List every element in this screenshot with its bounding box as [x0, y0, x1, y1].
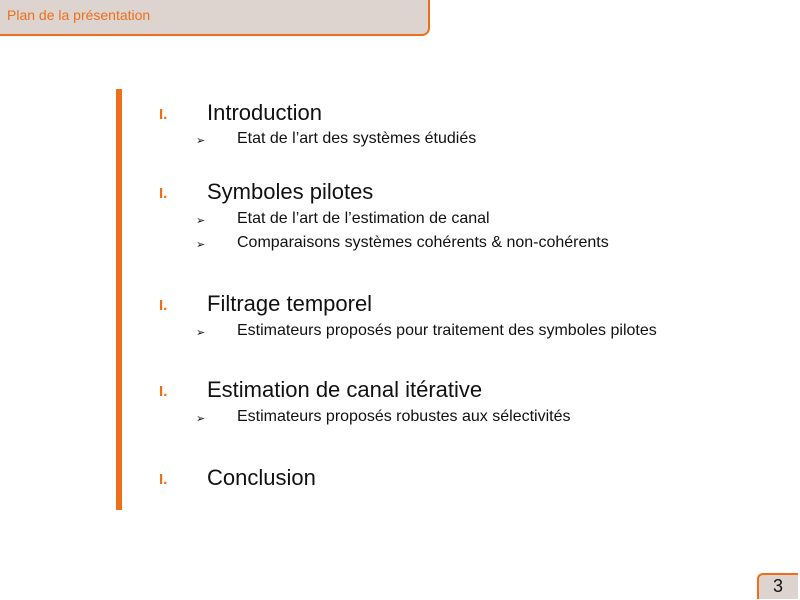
- arrow-bullet-icon: ➢: [196, 215, 206, 227]
- section-numeral: I.: [159, 297, 168, 314]
- slide-title: Plan de la présentation: [7, 7, 151, 23]
- section-title: Introduction: [207, 100, 322, 125]
- section-title: Symboles pilotes: [207, 179, 374, 204]
- section-item: Estimateurs proposés robustes aux sélectivités: [237, 408, 571, 425]
- section-item: Etat de l’art des systèmes étudiés: [237, 130, 477, 147]
- arrow-bullet-icon: ➢: [196, 239, 206, 251]
- section-title: Estimation de canal itérative: [207, 377, 483, 402]
- page-number: 3: [773, 576, 784, 596]
- section-numeral: I.: [159, 471, 168, 488]
- arrow-bullet-icon: ➢: [196, 135, 206, 147]
- arrow-bullet-icon: ➢: [196, 327, 206, 339]
- section-numeral: I.: [159, 383, 168, 400]
- section-numeral: I.: [159, 106, 168, 123]
- section-item: Etat de l’art de l’estimation de canal: [237, 210, 490, 227]
- page-number-box: [757, 573, 798, 599]
- header-tab: [0, 0, 430, 36]
- section-item: Estimateurs proposés pour traitement des symboles pilotes: [237, 322, 657, 339]
- accent-bar: [116, 89, 122, 510]
- arrow-bullet-icon: ➢: [196, 413, 206, 425]
- section-title: Filtrage temporel: [207, 291, 373, 316]
- section-numeral: I.: [159, 185, 168, 202]
- section-title: Conclusion: [207, 465, 316, 490]
- section-item: Comparaisons systèmes cohérents & non-cohérents: [237, 234, 609, 251]
